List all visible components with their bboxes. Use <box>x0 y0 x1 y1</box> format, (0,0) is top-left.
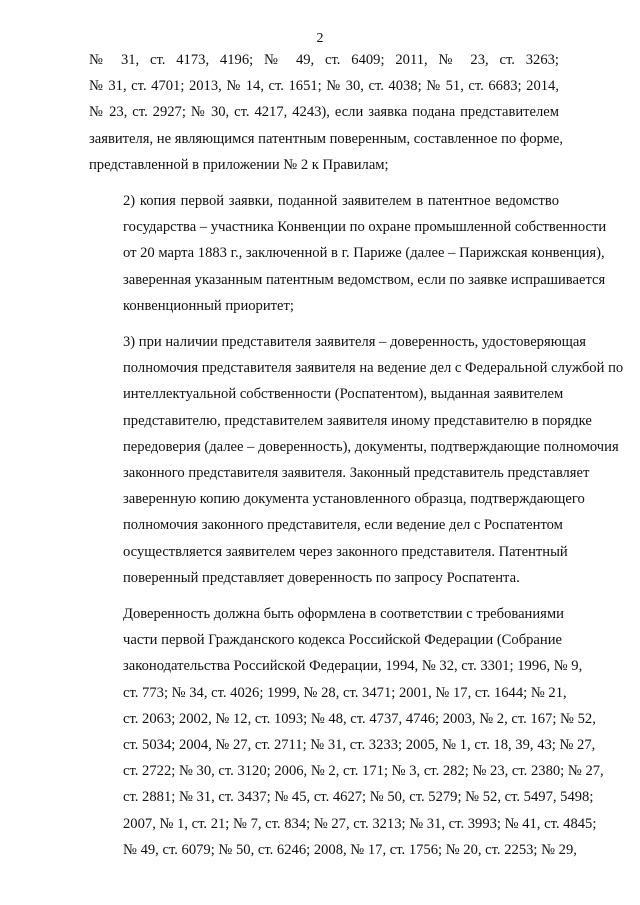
paragraph <box>89 329 624 591</box>
text-line: осуществляется заявителем через законного представителя. Патентный <box>123 543 568 560</box>
text-line: поверенный представляет доверенность по запросу Роспатента. <box>123 569 520 586</box>
document-body <box>89 47 624 863</box>
text-line: конвенционный приоритет; <box>123 297 294 314</box>
text-line: Доверенность должна быть оформлена в соответствии с требованиями <box>123 606 564 623</box>
text-line: ст. 2722; № 30, ст. 3120; 2006, № 2, ст. 171; № 3, ст. 282; № 23, ст. 2380; № 27, <box>123 763 604 780</box>
paragraph <box>89 188 607 319</box>
text-line: от 20 марта 1883 г., заключенной в г. Париже (далее – Парижская конвенция), <box>123 245 605 262</box>
text-line: 2007, № 1, ст. 21; № 7, ст. 834; № 27, ст. 3213; № 31, ст. 3993; № 41, ст. 4845; <box>123 815 597 832</box>
text-line: полномочия законного представителя, если ведение дел с Роспатентом <box>123 517 563 534</box>
text-line: части первой Гражданского кодекса Российской Федерации (Собрание <box>123 632 563 649</box>
text-line: передоверия (далее – доверенность), документы, подтверждающие полномочия <box>123 438 619 455</box>
text-line: ст. 2063; 2002, № 12, ст. 1093; № 48, ст. 4737, 4746; 2003, № 2, ст. 167; № 52, <box>123 710 596 727</box>
text-line: государства – участника Конвенции по охране промышленной собственности <box>123 219 607 236</box>
text-line: интеллектуальной собственности (Роспатентом), выданная заявителем <box>123 386 564 403</box>
text-line: представителю, представителем заявителя иному представителю в порядке <box>123 412 592 429</box>
text-line: законного представителя заявителя. Законный представитель представляет <box>123 465 590 482</box>
text-line: представленной в приложении № 2 к Правилам; <box>89 156 389 173</box>
text-line: ст. 5034; 2004, № 27, ст. 2711; № 31, ст. 3233; 2005, № 1, ст. 18, 39, 43; № 27, <box>123 737 596 754</box>
paragraph <box>89 47 564 178</box>
text-line: № 23, ст. 2927; № 30, ст. 4217, 4243), если заявка подана представителем <box>89 104 559 121</box>
text-line: № 31, ст. 4173, 4196; № 49, ст. 6409; 2011, № 23, ст. 3263; <box>89 52 559 68</box>
text-line: ст. 2881; № 31, ст. 3437; № 45, ст. 4627; № 50, ст. 5279; № 52, ст. 5497, 5498; <box>123 789 594 806</box>
text-line: заверенную копию документа установленного образца, подтверждающего <box>123 491 585 508</box>
text-line: 2) копия первой заявки, поданной заявителем в патентное ведомство <box>123 193 559 210</box>
paragraph <box>89 601 604 863</box>
text-line: ст. 773; № 34, ст. 4026; 1999, № 28, ст. 3471; 2001, № 17, ст. 1644; № 21, <box>123 684 567 701</box>
text-line: № 31, ст. 4701; 2013, № 14, ст. 1651; № 30, ст. 4038; № 51, ст. 6683; 2014, <box>89 78 559 95</box>
text-line: полномочия представителя заявителя на ведение дел с Федеральной службой по <box>123 360 624 377</box>
text-line: заверенная указанным патентным ведомством, если по заявке испрашивается <box>123 271 606 288</box>
text-line: заявителя, не являющимся патентным поверенным, составленное по форме, <box>89 130 564 147</box>
page-number: 2 <box>316 31 324 46</box>
text-line: № 49, ст. 6079; № 50, ст. 6246; 2008, № 17, ст. 1756; № 20, ст. 2253; № 29, <box>123 841 577 858</box>
text-line: законодательства Российской Федерации, 1994, № 32, ст. 3301; 1996, № 9, <box>123 658 583 675</box>
text-line: 3) при наличии представителя заявителя – доверенность, удостоверяющая <box>123 334 587 351</box>
